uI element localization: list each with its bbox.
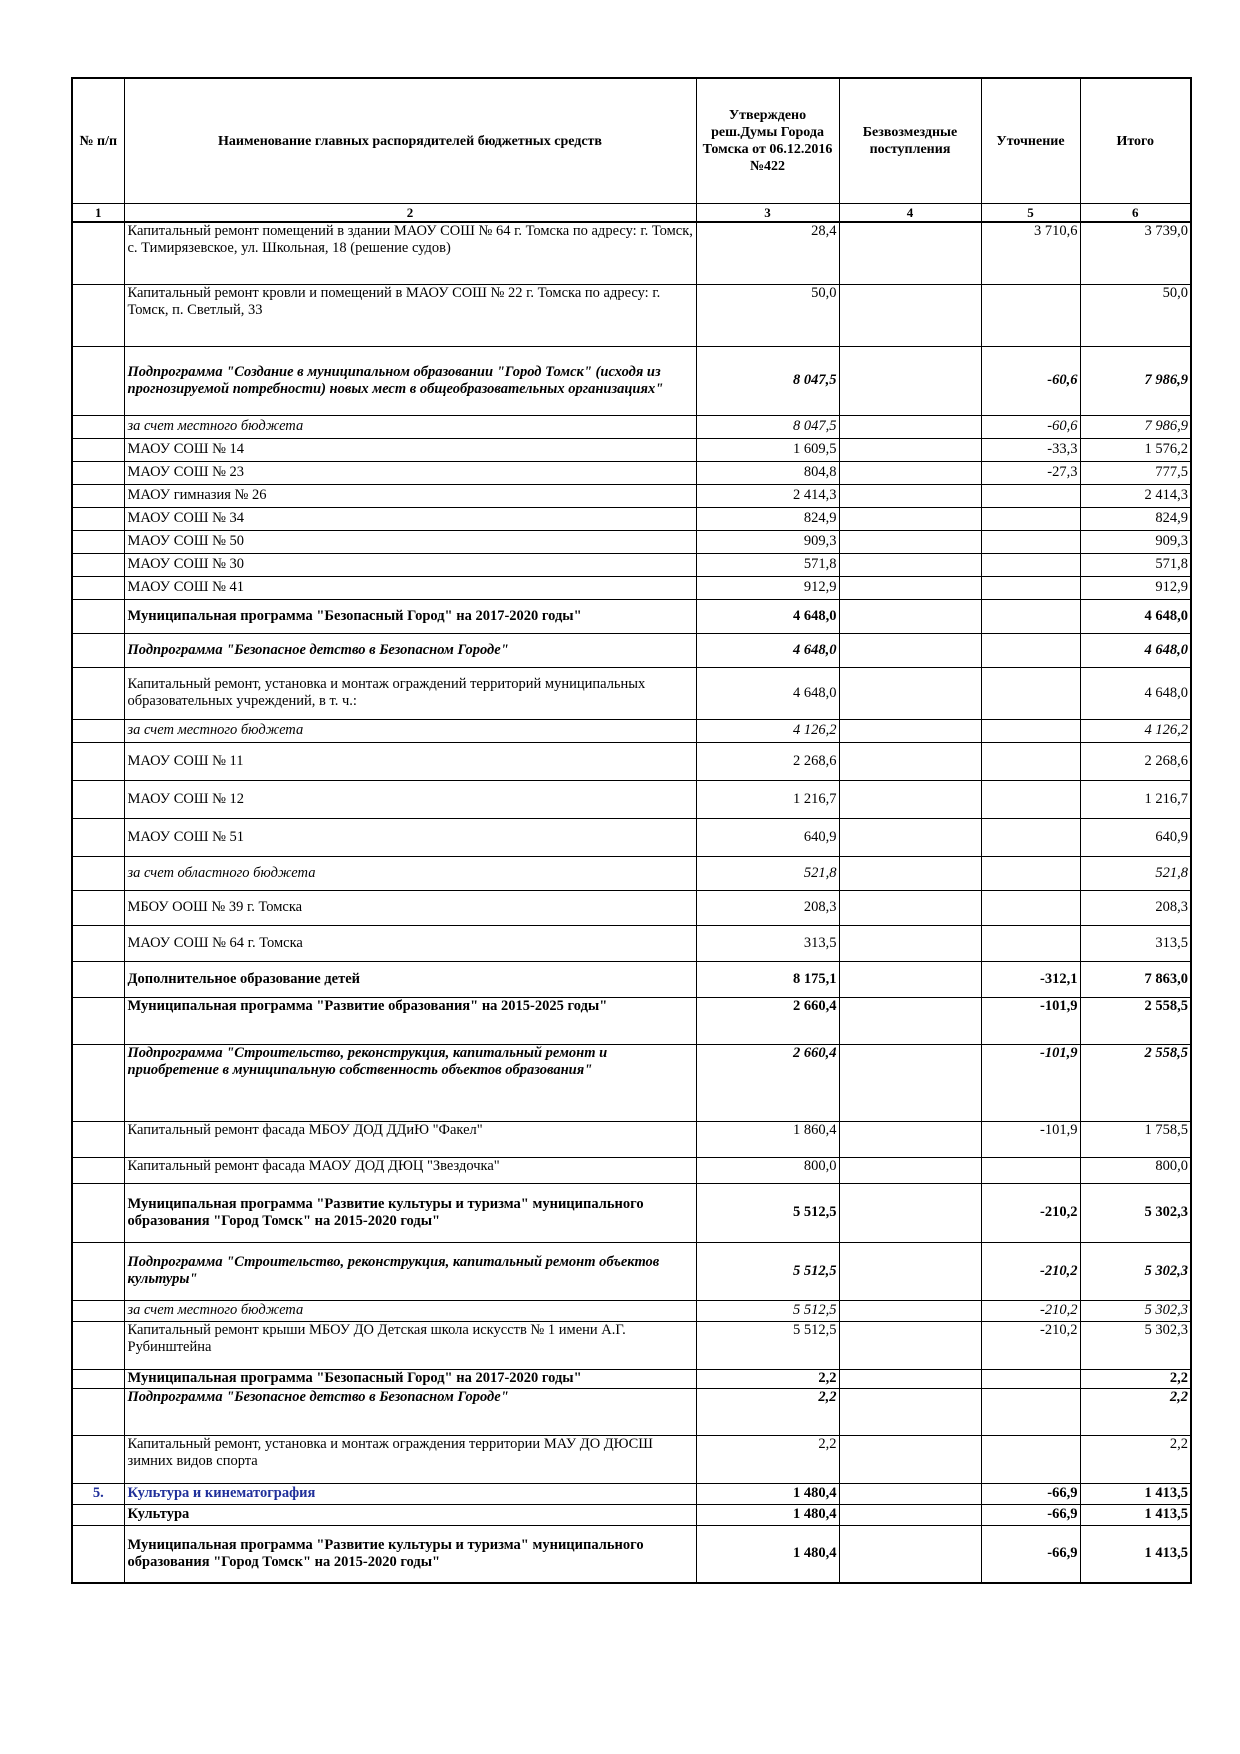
- row-name-cell: Муниципальная программа "Развитие образования" на 2015-2025 годы": [124, 997, 696, 1044]
- total-value-cell: 2,2: [1080, 1435, 1191, 1483]
- total-value-cell: 2 414,3: [1080, 484, 1191, 507]
- table-row: [72, 222, 1191, 284]
- grants-value-cell: [839, 222, 981, 284]
- row-name-cell: Капитальный ремонт, установка и монтаж ограждений территорий муниципальных образовательных учреждений, в т. ч.:: [124, 667, 696, 719]
- column-number-row: [72, 204, 1191, 223]
- grants-value-cell: [839, 1369, 981, 1388]
- approved-value-cell: 8 047,5: [696, 415, 839, 438]
- row-number-cell: [72, 438, 124, 461]
- total-value-cell: 2,2: [1080, 1369, 1191, 1388]
- approved-value-cell: 5 512,5: [696, 1183, 839, 1242]
- table-row: [72, 667, 1191, 719]
- total-value-cell: 571,8: [1080, 553, 1191, 576]
- row-name-cell: МАОУ СОШ № 64 г. Томска: [124, 925, 696, 961]
- header-total: Итого: [1080, 78, 1191, 204]
- table-row: [72, 1121, 1191, 1157]
- grants-value-cell: [839, 719, 981, 742]
- approved-value-cell: 2,2: [696, 1369, 839, 1388]
- grants-value-cell: [839, 667, 981, 719]
- row-name-cell: МАОУ СОШ № 12: [124, 780, 696, 818]
- grants-value-cell: [839, 1242, 981, 1300]
- grants-value-cell: [839, 1321, 981, 1369]
- approved-value-cell: 1 480,4: [696, 1525, 839, 1583]
- row-number-cell: [72, 1369, 124, 1388]
- table-row: [72, 530, 1191, 553]
- total-value-cell: 4 648,0: [1080, 667, 1191, 719]
- adjustment-value-cell: [981, 890, 1080, 925]
- row-name-cell: Муниципальная программа "Развитие культуры и туризма" муниципального образования "Город Томск" на 2015-2020 годы": [124, 1525, 696, 1583]
- adjustment-value-cell: [981, 284, 1080, 346]
- header-adjustment: Уточнение: [981, 78, 1080, 204]
- approved-value-cell: 2 660,4: [696, 997, 839, 1044]
- adjustment-value-cell: -60,6: [981, 346, 1080, 415]
- row-number-cell: [72, 461, 124, 484]
- row-name-cell: МБОУ ООШ № 39 г. Томска: [124, 890, 696, 925]
- grants-value-cell: [839, 1300, 981, 1321]
- adjustment-value-cell: [981, 484, 1080, 507]
- approved-value-cell: 2,2: [696, 1388, 839, 1435]
- row-name-cell: Подпрограмма "Безопасное детство в Безопасном Городе": [124, 1388, 696, 1435]
- approved-value-cell: 4 648,0: [696, 667, 839, 719]
- approved-value-cell: 8 047,5: [696, 346, 839, 415]
- row-number-cell: [72, 925, 124, 961]
- grants-value-cell: [839, 1388, 981, 1435]
- total-value-cell: 521,8: [1080, 856, 1191, 890]
- total-value-cell: 2,2: [1080, 1388, 1191, 1435]
- row-name-cell: Подпрограмма "Строительство, реконструкция, капитальный ремонт объектов культуры": [124, 1242, 696, 1300]
- table-row: [72, 1242, 1191, 1300]
- adjustment-value-cell: -210,2: [981, 1183, 1080, 1242]
- adjustment-value-cell: [981, 1388, 1080, 1435]
- column-number: 3: [696, 204, 839, 223]
- grants-value-cell: [839, 438, 981, 461]
- approved-value-cell: 4 648,0: [696, 633, 839, 667]
- adjustment-value-cell: -101,9: [981, 1121, 1080, 1157]
- total-value-cell: 5 302,3: [1080, 1183, 1191, 1242]
- row-name-cell: Муниципальная программа "Безопасный Город" на 2017-2020 годы": [124, 599, 696, 633]
- row-name-cell: Подпрограмма "Строительство, реконструкция, капитальный ремонт и приобретение в муниципальную собственность объектов образования": [124, 1044, 696, 1121]
- approved-value-cell: 824,9: [696, 507, 839, 530]
- table-row: [72, 633, 1191, 667]
- adjustment-value-cell: -210,2: [981, 1242, 1080, 1300]
- total-value-cell: 1 413,5: [1080, 1525, 1191, 1583]
- table-header: [72, 78, 1191, 222]
- row-number-cell: [72, 1121, 124, 1157]
- column-number: 4: [839, 204, 981, 223]
- grants-value-cell: [839, 818, 981, 856]
- total-value-cell: 912,9: [1080, 576, 1191, 599]
- total-value-cell: 5 302,3: [1080, 1300, 1191, 1321]
- table-row: [72, 576, 1191, 599]
- row-name-cell: Муниципальная программа "Безопасный Город" на 2017-2020 годы": [124, 1369, 696, 1388]
- row-number-cell: [72, 284, 124, 346]
- total-value-cell: 640,9: [1080, 818, 1191, 856]
- header-approved: Утверждено реш.Думы Города Томска от 06.12.2016 №422: [696, 78, 839, 204]
- adjustment-value-cell: -60,6: [981, 415, 1080, 438]
- adjustment-value-cell: [981, 856, 1080, 890]
- total-value-cell: 2 558,5: [1080, 997, 1191, 1044]
- approved-value-cell: 1 480,4: [696, 1504, 839, 1525]
- total-value-cell: 5 302,3: [1080, 1321, 1191, 1369]
- table-row: [72, 346, 1191, 415]
- grants-value-cell: [839, 856, 981, 890]
- row-name-cell: Дополнительное образование детей: [124, 961, 696, 997]
- row-name-cell: МАОУ СОШ № 51: [124, 818, 696, 856]
- row-name-cell: Капитальный ремонт помещений в здании МАОУ СОШ № 64 г. Томска по адресу: г. Томск, с. Тимирязевское, ул. Школьная, 18 (решение судов): [124, 222, 696, 284]
- total-value-cell: 313,5: [1080, 925, 1191, 961]
- row-number-cell: [72, 719, 124, 742]
- row-name-cell: МАОУ СОШ № 30: [124, 553, 696, 576]
- adjustment-value-cell: [981, 553, 1080, 576]
- adjustment-value-cell: -210,2: [981, 1321, 1080, 1369]
- row-name-cell: МАОУ СОШ № 14: [124, 438, 696, 461]
- row-name-cell: МАОУ СОШ № 23: [124, 461, 696, 484]
- approved-value-cell: 50,0: [696, 284, 839, 346]
- table-row: [72, 719, 1191, 742]
- row-number-cell: [72, 484, 124, 507]
- header-row: [72, 78, 1191, 204]
- grants-value-cell: [839, 530, 981, 553]
- row-number-cell: [72, 997, 124, 1044]
- approved-value-cell: 1 860,4: [696, 1121, 839, 1157]
- approved-value-cell: 2 660,4: [696, 1044, 839, 1121]
- adjustment-value-cell: [981, 507, 1080, 530]
- row-name-cell: Капитальный ремонт фасада МБОУ ДОД ДДиЮ "Факел": [124, 1121, 696, 1157]
- table-row: [72, 1321, 1191, 1369]
- row-name-cell: МАОУ СОШ № 50: [124, 530, 696, 553]
- adjustment-value-cell: [981, 1435, 1080, 1483]
- total-value-cell: 50,0: [1080, 284, 1191, 346]
- row-number-cell: [72, 346, 124, 415]
- table-row: [72, 1369, 1191, 1388]
- row-number-cell: [72, 667, 124, 719]
- row-number-cell: [72, 1435, 124, 1483]
- total-value-cell: 1 216,7: [1080, 780, 1191, 818]
- row-name-cell: МАОУ СОШ № 41: [124, 576, 696, 599]
- total-value-cell: 1 413,5: [1080, 1504, 1191, 1525]
- total-value-cell: 3 739,0: [1080, 222, 1191, 284]
- adjustment-value-cell: -27,3: [981, 461, 1080, 484]
- approved-value-cell: 521,8: [696, 856, 839, 890]
- row-name-cell: Капитальный ремонт кровли и помещений в МАОУ СОШ № 22 г. Томска по адресу: г. Томск, п. Светлый, 33: [124, 284, 696, 346]
- grants-value-cell: [839, 576, 981, 599]
- row-name-cell: Муниципальная программа "Развитие культуры и туризма" муниципального образования "Город Томск" на 2015-2020 годы": [124, 1183, 696, 1242]
- row-number-cell: [72, 856, 124, 890]
- approved-value-cell: 804,8: [696, 461, 839, 484]
- approved-value-cell: 571,8: [696, 553, 839, 576]
- row-number-cell: [72, 222, 124, 284]
- table-row: [72, 1157, 1191, 1183]
- table-row: [72, 890, 1191, 925]
- adjustment-value-cell: [981, 667, 1080, 719]
- adjustment-value-cell: [981, 719, 1080, 742]
- table-row: [72, 599, 1191, 633]
- adjustment-value-cell: -101,9: [981, 1044, 1080, 1121]
- approved-value-cell: 1 480,4: [696, 1483, 839, 1504]
- adjustment-value-cell: [981, 1157, 1080, 1183]
- table-row: [72, 818, 1191, 856]
- column-number: 5: [981, 204, 1080, 223]
- adjustment-value-cell: -101,9: [981, 997, 1080, 1044]
- adjustment-value-cell: [981, 925, 1080, 961]
- approved-value-cell: 909,3: [696, 530, 839, 553]
- row-name-cell: МАОУ СОШ № 11: [124, 742, 696, 780]
- header-number: № п/п: [72, 78, 124, 204]
- column-number: 2: [124, 204, 696, 223]
- grants-value-cell: [839, 346, 981, 415]
- total-value-cell: 1 758,5: [1080, 1121, 1191, 1157]
- table-row: [72, 1435, 1191, 1483]
- table-row: [72, 780, 1191, 818]
- adjustment-value-cell: -66,9: [981, 1525, 1080, 1583]
- total-value-cell: 824,9: [1080, 507, 1191, 530]
- grants-value-cell: [839, 415, 981, 438]
- table-row: [72, 742, 1191, 780]
- grants-value-cell: [839, 1435, 981, 1483]
- grants-value-cell: [839, 961, 981, 997]
- adjustment-value-cell: -312,1: [981, 961, 1080, 997]
- adjustment-value-cell: [981, 576, 1080, 599]
- row-number-cell: [72, 818, 124, 856]
- approved-value-cell: 1 609,5: [696, 438, 839, 461]
- grants-value-cell: [839, 1121, 981, 1157]
- row-number-cell: [72, 599, 124, 633]
- approved-value-cell: 4 648,0: [696, 599, 839, 633]
- total-value-cell: 4 126,2: [1080, 719, 1191, 742]
- total-value-cell: 4 648,0: [1080, 633, 1191, 667]
- grants-value-cell: [839, 890, 981, 925]
- table-row: [72, 1044, 1191, 1121]
- approved-value-cell: 5 512,5: [696, 1242, 839, 1300]
- total-value-cell: 7 986,9: [1080, 415, 1191, 438]
- approved-value-cell: 2 414,3: [696, 484, 839, 507]
- adjustment-value-cell: 3 710,6: [981, 222, 1080, 284]
- adjustment-value-cell: [981, 818, 1080, 856]
- row-name-cell: за счет местного бюджета: [124, 1300, 696, 1321]
- row-number-cell: [72, 1183, 124, 1242]
- grants-value-cell: [839, 507, 981, 530]
- table-row: [72, 856, 1191, 890]
- row-number-cell: [72, 530, 124, 553]
- total-value-cell: 909,3: [1080, 530, 1191, 553]
- grants-value-cell: [839, 599, 981, 633]
- table-body: [72, 222, 1191, 1583]
- adjustment-value-cell: [981, 780, 1080, 818]
- approved-value-cell: 5 512,5: [696, 1321, 839, 1369]
- row-number-cell: [72, 1321, 124, 1369]
- row-name-cell: Подпрограмма "Безопасное детство в Безопасном Городе": [124, 633, 696, 667]
- adjustment-value-cell: -33,3: [981, 438, 1080, 461]
- row-number-cell: [72, 633, 124, 667]
- approved-value-cell: 640,9: [696, 818, 839, 856]
- row-name-cell: Капитальный ремонт, установка и монтаж ограждения территории МАУ ДО ДЮСШ зимних видов спорта: [124, 1435, 696, 1483]
- grants-value-cell: [839, 633, 981, 667]
- grants-value-cell: [839, 1157, 981, 1183]
- grants-value-cell: [839, 1483, 981, 1504]
- grants-value-cell: [839, 553, 981, 576]
- table-row: [72, 925, 1191, 961]
- adjustment-value-cell: [981, 1369, 1080, 1388]
- table-row: [72, 284, 1191, 346]
- table-row: [72, 415, 1191, 438]
- row-name-cell: Культура: [124, 1504, 696, 1525]
- row-number-cell: 5.: [72, 1483, 124, 1504]
- table-row: [72, 1483, 1191, 1504]
- total-value-cell: 7 863,0: [1080, 961, 1191, 997]
- row-number-cell: [72, 1300, 124, 1321]
- table-row: [72, 553, 1191, 576]
- grants-value-cell: [839, 484, 981, 507]
- row-name-cell: Культура и кинематография: [124, 1483, 696, 1504]
- grants-value-cell: [839, 461, 981, 484]
- row-name-cell: Капитальный ремонт крыши МБОУ ДО Детская школа искусств № 1 имени А.Г. Рубинштейна: [124, 1321, 696, 1369]
- row-name-cell: МАОУ гимназия № 26: [124, 484, 696, 507]
- approved-value-cell: 912,9: [696, 576, 839, 599]
- table-row: [72, 461, 1191, 484]
- grants-value-cell: [839, 1044, 981, 1121]
- total-value-cell: 5 302,3: [1080, 1242, 1191, 1300]
- table-row: [72, 507, 1191, 530]
- total-value-cell: 7 986,9: [1080, 346, 1191, 415]
- row-name-cell: Капитальный ремонт фасада МАОУ ДОД ДЮЦ "Звездочка": [124, 1157, 696, 1183]
- approved-value-cell: 2,2: [696, 1435, 839, 1483]
- approved-value-cell: 28,4: [696, 222, 839, 284]
- row-number-cell: [72, 742, 124, 780]
- column-number: 6: [1080, 204, 1191, 223]
- total-value-cell: 777,5: [1080, 461, 1191, 484]
- approved-value-cell: 2 268,6: [696, 742, 839, 780]
- row-number-cell: [72, 415, 124, 438]
- adjustment-value-cell: -66,9: [981, 1483, 1080, 1504]
- column-number: 1: [72, 204, 124, 223]
- adjustment-value-cell: [981, 599, 1080, 633]
- table-row: [72, 1300, 1191, 1321]
- row-name-cell: за счет местного бюджета: [124, 415, 696, 438]
- table-row: [72, 484, 1191, 507]
- table-row: [72, 1504, 1191, 1525]
- total-value-cell: 1 413,5: [1080, 1483, 1191, 1504]
- grants-value-cell: [839, 997, 981, 1044]
- total-value-cell: 208,3: [1080, 890, 1191, 925]
- row-name-cell: за счет областного бюджета: [124, 856, 696, 890]
- approved-value-cell: 800,0: [696, 1157, 839, 1183]
- grants-value-cell: [839, 1183, 981, 1242]
- grants-value-cell: [839, 1525, 981, 1583]
- budget-table: [71, 77, 1192, 1584]
- header-name: Наименование главных распорядителей бюджетных средств: [124, 78, 696, 204]
- row-name-cell: Подпрограмма "Создание в муниципальном образовании "Город Томск" (исходя из прогнозируемой потребности) новых мест в общеобразовательных организациях": [124, 346, 696, 415]
- row-name-cell: МАОУ СОШ № 34: [124, 507, 696, 530]
- row-number-cell: [72, 961, 124, 997]
- row-number-cell: [72, 1388, 124, 1435]
- total-value-cell: 4 648,0: [1080, 599, 1191, 633]
- row-number-cell: [72, 1157, 124, 1183]
- grants-value-cell: [839, 742, 981, 780]
- row-number-cell: [72, 1525, 124, 1583]
- grants-value-cell: [839, 780, 981, 818]
- row-number-cell: [72, 576, 124, 599]
- total-value-cell: 800,0: [1080, 1157, 1191, 1183]
- approved-value-cell: 313,5: [696, 925, 839, 961]
- row-number-cell: [72, 553, 124, 576]
- table-row: [72, 438, 1191, 461]
- grants-value-cell: [839, 1504, 981, 1525]
- table-row: [72, 961, 1191, 997]
- row-number-cell: [72, 1242, 124, 1300]
- table-row: [72, 1525, 1191, 1583]
- approved-value-cell: 1 216,7: [696, 780, 839, 818]
- total-value-cell: 2 558,5: [1080, 1044, 1191, 1121]
- approved-value-cell: 4 126,2: [696, 719, 839, 742]
- row-number-cell: [72, 890, 124, 925]
- grants-value-cell: [839, 284, 981, 346]
- row-number-cell: [72, 507, 124, 530]
- adjustment-value-cell: [981, 530, 1080, 553]
- adjustment-value-cell: [981, 633, 1080, 667]
- adjustment-value-cell: -66,9: [981, 1504, 1080, 1525]
- row-number-cell: [72, 1044, 124, 1121]
- table-row: [72, 1388, 1191, 1435]
- adjustment-value-cell: [981, 742, 1080, 780]
- adjustment-value-cell: -210,2: [981, 1300, 1080, 1321]
- approved-value-cell: 208,3: [696, 890, 839, 925]
- total-value-cell: 2 268,6: [1080, 742, 1191, 780]
- table-row: [72, 1183, 1191, 1242]
- table-row: [72, 997, 1191, 1044]
- approved-value-cell: 8 175,1: [696, 961, 839, 997]
- row-number-cell: [72, 780, 124, 818]
- approved-value-cell: 5 512,5: [696, 1300, 839, 1321]
- total-value-cell: 1 576,2: [1080, 438, 1191, 461]
- grants-value-cell: [839, 925, 981, 961]
- row-number-cell: [72, 1504, 124, 1525]
- header-grants: Безвозмездные поступления: [839, 78, 981, 204]
- row-name-cell: за счет местного бюджета: [124, 719, 696, 742]
